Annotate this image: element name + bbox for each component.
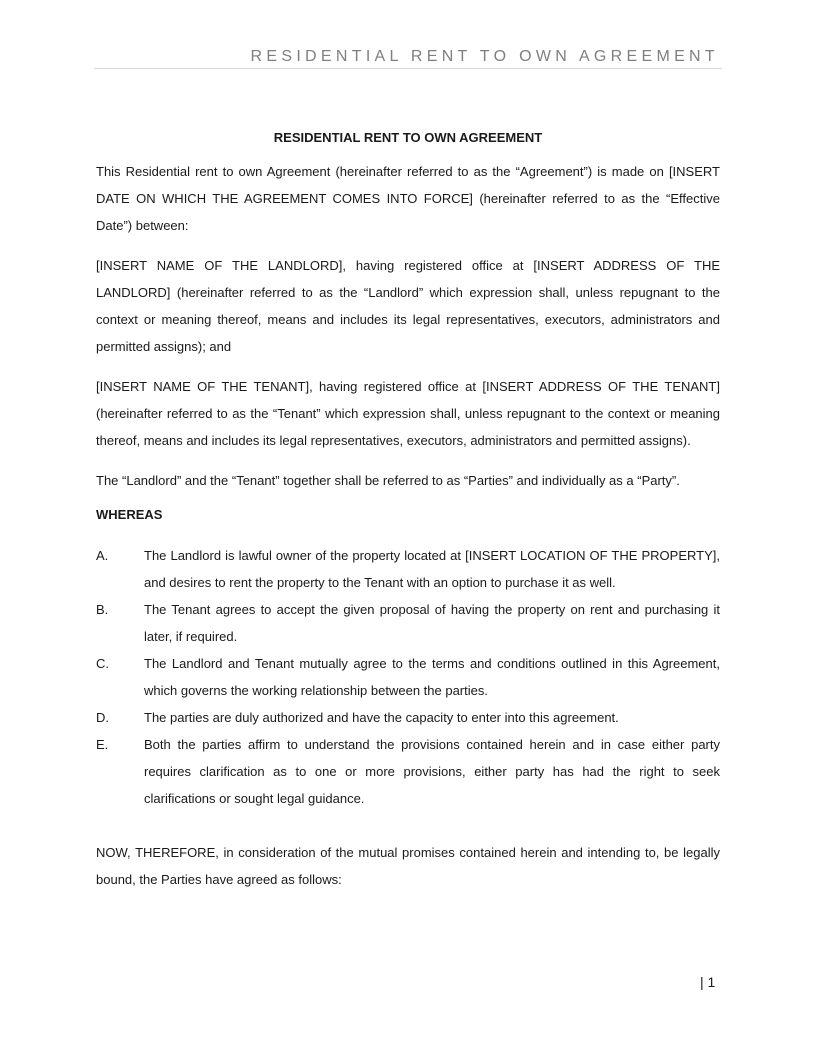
now-therefore-paragraph: NOW, THEREFORE, in consideration of the mutual promises contained herein and intending to, be legally bound, the Parties have agreed as follows: <box>96 845 720 887</box>
list-item <box>96 596 720 650</box>
list-item <box>96 704 720 731</box>
list-item-marker: D. <box>96 710 109 725</box>
list-item-marker: A. <box>96 548 109 563</box>
parties-definition-paragraph: The “Landlord” and the “Tenant” together shall be referred to as “Parties” and individually as a “Party”. <box>96 473 680 488</box>
list-item-marker: E. <box>96 737 109 752</box>
list-item-text: The Tenant agrees to accept the given proposal of having the property on rent and purchasing it later, if required. <box>144 602 720 644</box>
list-item-marker: C. <box>96 656 109 671</box>
list-item-text: The parties are duly authorized and have the capacity to enter into this agreement. <box>144 710 619 725</box>
landlord-party-paragraph: [INSERT NAME OF THE LANDLORD], having registered office at [INSERT ADDRESS OF THE LANDLORD] (hereinafter referred to as the “Landlord” which expression shall, unless repugnant to the context or meaning thereof, means and includes its legal representatives, executors, administrators and permitted assigns); and <box>96 258 720 354</box>
page-header <box>94 46 722 69</box>
intro-paragraph: This Residential rent to own Agreement (hereinafter referred to as the “Agreement”) is made on [INSERT DATE ON WHICH THE AGREEMENT COMES INTO FORCE] (hereinafter referred to as the “Effective Date”) between: <box>96 164 720 233</box>
list-item <box>96 650 720 704</box>
document-body <box>96 128 720 906</box>
list-item <box>96 731 720 812</box>
page-number: | 1 <box>700 974 716 990</box>
list-item-text: Both the parties affirm to understand the provisions contained herein and in case either party requires clarification as to one or more provisions, either party has had the right to seek clarifications or sought legal guidance. <box>144 737 720 806</box>
document-title: RESIDENTIAL RENT TO OWN AGREEMENT <box>273 130 543 145</box>
list-item <box>96 542 720 596</box>
list-item-text: The Landlord is lawful owner of the property located at [INSERT LOCATION OF THE PROPERTY], and desires to rent the property to the Tenant with an option to purchase it as well. <box>144 548 720 590</box>
whereas-list <box>96 542 720 812</box>
header-title: RESIDENTIAL RENT TO OWN AGREEMENT <box>250 48 719 65</box>
whereas-heading: WHEREAS <box>96 507 163 522</box>
list-item-text: The Landlord and Tenant mutually agree to the terms and conditions outlined in this Agreement, which governs the working relationship between the parties. <box>144 656 720 698</box>
tenant-party-paragraph: [INSERT NAME OF THE TENANT], having registered office at [INSERT ADDRESS OF THE TENANT] (hereinafter referred to as the “Tenant” which expression shall, unless repugnant to the context or meaning thereof, means and includes its legal representatives, executors, administrators and permitted assigns). <box>96 379 720 448</box>
list-item-marker: B. <box>96 602 109 617</box>
